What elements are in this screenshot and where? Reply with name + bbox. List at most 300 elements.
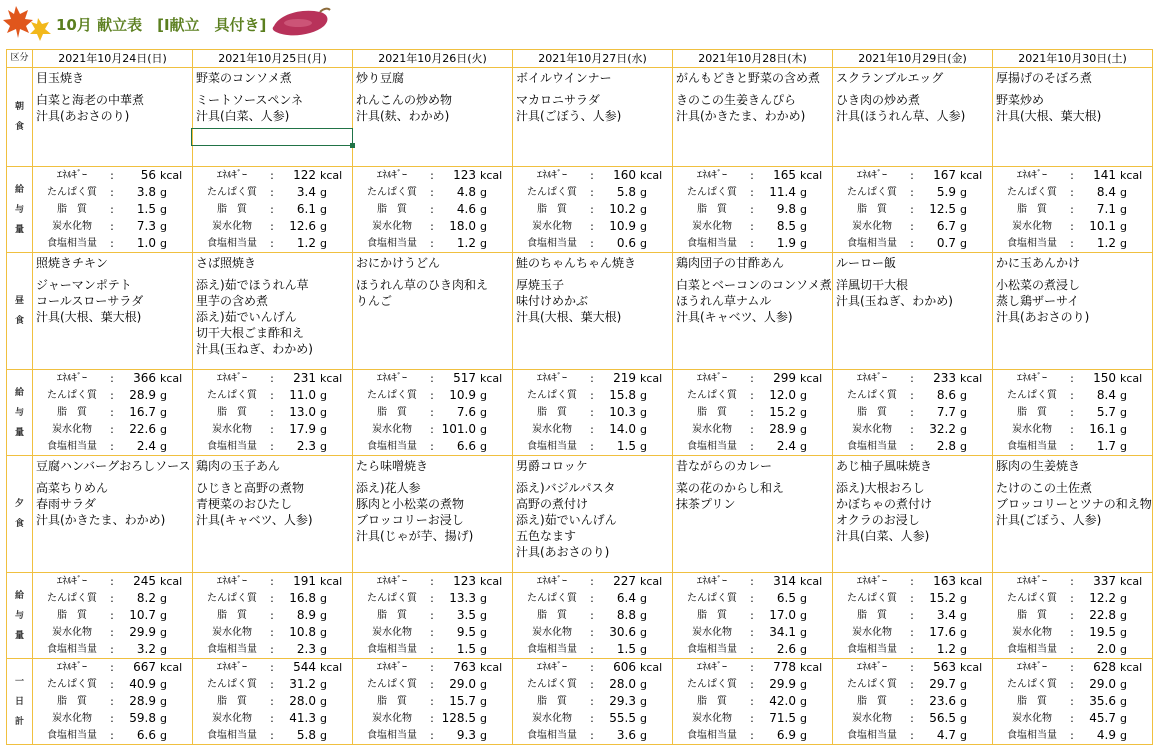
nutrient-unit: g: [800, 712, 807, 725]
side-dish: ほうれん草のひき肉和え: [356, 278, 489, 292]
nutrient-unit: g: [640, 237, 647, 250]
nutrient-label: 脂 質: [217, 610, 247, 621]
nutrient-label: 脂 質: [1017, 204, 1047, 215]
nutrient-unit: kcal: [640, 575, 663, 588]
nutrient-unit: g: [640, 678, 647, 691]
nutrient-row: [357, 624, 508, 641]
nutrient-value: 10.9: [609, 219, 636, 233]
nutrient-cell: [33, 167, 193, 253]
nutrient-row: [357, 218, 508, 235]
colon: :: [590, 643, 594, 656]
colon: :: [430, 372, 434, 385]
nutrient-label: たんぱく質: [367, 593, 417, 604]
nutrient-label: 脂 質: [857, 407, 887, 418]
nutrient-unit: kcal: [960, 575, 983, 588]
nutrient-unit: g: [960, 609, 967, 622]
main-dish: ルーロー飯: [836, 256, 897, 270]
nutrient-cell: [833, 370, 993, 456]
nutrient-unit: g: [480, 643, 487, 656]
colon: :: [1070, 169, 1074, 182]
page-title: 10月 献立表 [Ⅰ献立 具付き]: [56, 16, 267, 34]
nutrient-value: 2.3: [296, 642, 316, 656]
nutrient-unit: g: [480, 440, 487, 453]
colon: :: [110, 169, 114, 182]
colon: :: [910, 423, 914, 436]
colon: :: [590, 661, 594, 674]
nutrient-value: 18.0: [449, 219, 476, 233]
nutrient-row: [37, 370, 188, 387]
nutrient-label: ｴﾈﾙｷﾞｰ: [377, 576, 407, 587]
nutrient-row: [517, 235, 668, 252]
nutrient-label: 脂 質: [857, 696, 887, 707]
colon: :: [590, 729, 594, 742]
nutrient-label: 食塩相当量: [527, 441, 577, 452]
colon: :: [910, 729, 914, 742]
main-dish: 鶏肉団子の甘酢あん: [676, 256, 785, 270]
nutrient-label: 脂 質: [377, 407, 407, 418]
nutrient-row: [517, 184, 668, 201]
nutrient-label: ｴﾈﾙｷﾞｰ: [697, 170, 727, 181]
side-dish: りんご: [356, 294, 393, 308]
main-dish: がんもどきと野菜の含め煮: [676, 71, 821, 85]
colon: :: [270, 712, 274, 725]
date-header-4: 2021年10月28日(木): [673, 50, 833, 68]
nutrient-row: [517, 693, 668, 710]
side-dish: 菜の花のからし和え: [676, 481, 785, 495]
nutrient-value: 8.4: [1096, 388, 1116, 402]
nutrient-unit: g: [640, 220, 647, 233]
dish-cell[interactable]: [513, 68, 673, 167]
nutrient-row: [997, 641, 1148, 658]
nutrient-row: [837, 421, 988, 438]
nutrient-value: 16.8: [289, 591, 316, 605]
dish-cell[interactable]: [673, 456, 833, 573]
nutrient-value: 55.5: [609, 711, 636, 725]
nutrient-unit: g: [160, 186, 167, 199]
nutrient-row: [997, 235, 1148, 252]
page-header: [0, 0, 1159, 44]
main-dish: ボイルウインナー: [516, 71, 612, 85]
colon: :: [430, 712, 434, 725]
nutrient-label: 食塩相当量: [527, 644, 577, 655]
nutrient-value: 28.9: [129, 388, 156, 402]
nutrient-label: ｴﾈﾙｷﾞｰ: [377, 170, 407, 181]
dish-cell[interactable]: [33, 68, 193, 167]
side-dish: 小松菜の煮浸し: [996, 278, 1081, 292]
nutrient-unit: g: [640, 609, 647, 622]
nutrient-label: 炭水化物: [532, 713, 572, 724]
nutrient-label: 炭水化物: [692, 713, 732, 724]
nutrient-label: ｴﾈﾙｷﾞｰ: [57, 170, 87, 181]
side-dish: 添え)茹でいんげん: [516, 513, 617, 527]
nutrient-value: 0.7: [936, 236, 956, 250]
nutrient-value: 219: [613, 371, 636, 385]
nutrient-label: 炭水化物: [372, 713, 412, 724]
colon: :: [750, 237, 754, 250]
nutrient-row: [677, 167, 828, 184]
nutrient-unit: g: [640, 406, 647, 419]
dish-cell[interactable]: [33, 253, 193, 370]
nutrient-value: 15.2: [929, 591, 956, 605]
nutrient-value: 16.1: [1089, 422, 1116, 436]
colon: :: [110, 575, 114, 588]
main-dish: 厚揚げのそぼろ煮: [996, 71, 1093, 85]
daily-total-cell: [513, 659, 673, 745]
nutrient-row: [357, 676, 508, 693]
colon: :: [270, 609, 274, 622]
nutrient-unit: kcal: [1120, 372, 1143, 385]
nutrient-value: 4.8: [456, 185, 476, 199]
nutrient-unit: g: [960, 729, 967, 742]
label-char: 夕: [14, 499, 24, 509]
nutrient-label: ｴﾈﾙｷﾞｰ: [1017, 576, 1047, 587]
colon: :: [1070, 237, 1074, 250]
side-dish: 添え)茹でいんげん: [196, 310, 297, 324]
cell-selection-box[interactable]: [191, 128, 353, 146]
nutrient-label: 炭水化物: [372, 627, 412, 638]
dish-cell[interactable]: [513, 456, 673, 573]
colon: :: [430, 423, 434, 436]
nutrient-label: 食塩相当量: [527, 238, 577, 249]
label-char: 量: [14, 630, 24, 641]
nutrient-value: 30.6: [609, 625, 636, 639]
nutrient-value: 15.8: [609, 388, 636, 402]
nutrient-row: [197, 387, 348, 404]
dish-cell[interactable]: [833, 68, 993, 167]
side-dish: 汁具(キャベツ、人参): [196, 513, 313, 527]
nutrient-value: 8.4: [1096, 185, 1116, 199]
colon: :: [110, 592, 114, 605]
colon: :: [910, 609, 914, 622]
colon: :: [430, 440, 434, 453]
colon: :: [750, 712, 754, 725]
nutrient-row: [677, 438, 828, 455]
nutrient-unit: g: [1120, 220, 1127, 233]
colon: :: [750, 643, 754, 656]
nutrient-unit: g: [800, 643, 807, 656]
nutrient-row: [677, 590, 828, 607]
colon: :: [910, 440, 914, 453]
side-dish: 汁具(あおさのり): [36, 109, 130, 123]
side-dish: 五色なます: [516, 529, 577, 543]
nutrient-label: 炭水化物: [372, 424, 412, 435]
nutrient-value: 5.8: [296, 728, 316, 742]
nutrient-value: 160: [613, 168, 636, 182]
nutrient-label: 食塩相当量: [687, 238, 737, 249]
dish-cell[interactable]: [353, 253, 513, 370]
nutrient-value: 3.5: [456, 608, 476, 622]
nutrient-value: 35.6: [1089, 694, 1116, 708]
nutrient-row: [197, 590, 348, 607]
nutrient-row: [357, 710, 508, 727]
nutrient-value: 2.4: [776, 439, 796, 453]
nutrient-unit: g: [960, 643, 967, 656]
colon: :: [1070, 186, 1074, 199]
dish-cell[interactable]: [833, 456, 993, 573]
colon: :: [430, 186, 434, 199]
nutrient-label: 炭水化物: [372, 221, 412, 232]
nutrient-unit: g: [960, 626, 967, 639]
date-header-row: [7, 50, 1153, 68]
side-dish: 白菜と海老の中華煮: [36, 93, 145, 107]
colon: :: [590, 237, 594, 250]
main-dish: たら味噌焼き: [356, 459, 429, 473]
label-char: 日: [14, 696, 24, 707]
colon: :: [750, 389, 754, 402]
nutrient-label: たんぱく質: [527, 187, 577, 198]
dish-cell[interactable]: [33, 456, 193, 573]
nutrient-row: [357, 167, 508, 184]
nutrient-label: 炭水化物: [852, 713, 892, 724]
nutrient-cell: [513, 370, 673, 456]
nutrient-row: [357, 404, 508, 421]
label-char: 食: [14, 519, 24, 529]
nutrient-value: 10.9: [449, 388, 476, 402]
nutrient-unit: kcal: [960, 169, 983, 182]
colon: :: [590, 678, 594, 691]
dish-cell[interactable]: [513, 253, 673, 370]
nutrient-value: 606: [613, 660, 636, 674]
nutrient-value: 12.0: [769, 388, 796, 402]
nutrient-value: 245: [133, 574, 156, 588]
nutrient-value: 12.2: [1089, 591, 1116, 605]
nutrient-label: たんぱく質: [47, 679, 97, 690]
colon: :: [1070, 406, 1074, 419]
nutrient-unit: g: [800, 678, 807, 691]
nutrient-row: [37, 218, 188, 235]
nutrient-unit: g: [960, 220, 967, 233]
nutrient-label: 炭水化物: [852, 424, 892, 435]
nutrient-unit: g: [640, 423, 647, 436]
nutrient-value: 71.5: [769, 711, 796, 725]
nutrient-value: 667: [133, 660, 156, 674]
nutrient-row: [837, 659, 988, 676]
nutrient-value: 14.0: [609, 422, 636, 436]
nutrient-value: 28.9: [769, 422, 796, 436]
colon: :: [430, 169, 434, 182]
nutrient-label: 食塩相当量: [207, 441, 257, 452]
side-dish: 汁具(玉ねぎ、わかめ): [196, 342, 313, 356]
colon: :: [270, 186, 274, 199]
dish-cell[interactable]: [193, 68, 353, 167]
nutrient-row: [997, 659, 1148, 676]
dish-cell[interactable]: [193, 253, 353, 370]
side-dish: 厚焼玉子: [516, 278, 565, 292]
nutrient-value: 56: [140, 168, 156, 182]
colon: :: [750, 609, 754, 622]
nutrient-row: [357, 641, 508, 658]
nutrient-row: [677, 676, 828, 693]
nutrient-value: 12.6: [289, 219, 316, 233]
daily-total-cell: [353, 659, 513, 745]
colon: :: [910, 712, 914, 725]
nutrient-unit: g: [1120, 712, 1127, 725]
nutrient-row: [837, 201, 988, 218]
nutrient-unit: g: [1120, 592, 1127, 605]
nutrient-label: ｴﾈﾙｷﾞｰ: [697, 576, 727, 587]
nutrient-label: たんぱく質: [207, 679, 257, 690]
side-dish: オクラのお浸し: [836, 513, 920, 527]
nutrient-unit: g: [160, 609, 167, 622]
nutrient-row: [997, 693, 1148, 710]
nutrient-label: 食塩相当量: [687, 441, 737, 452]
nutrient-value: 3.8: [136, 185, 156, 199]
dish-cell[interactable]: [193, 456, 353, 573]
dish-cell[interactable]: [673, 68, 833, 167]
nutrient-value: 8.9: [296, 608, 316, 622]
nutrient-row: [997, 676, 1148, 693]
nutrient-row: [357, 201, 508, 218]
nutrient-unit: g: [960, 186, 967, 199]
colon: :: [270, 661, 274, 674]
nutrient-label: 食塩相当量: [367, 644, 417, 655]
colon: :: [1070, 440, 1074, 453]
nutrient-unit: kcal: [480, 169, 503, 182]
nutrient-row: [677, 693, 828, 710]
colon: :: [750, 626, 754, 639]
nutrient-unit: kcal: [960, 372, 983, 385]
nutrient-unit: g: [160, 712, 167, 725]
nutrient-value: 17.9: [289, 422, 316, 436]
nutrient-cell: [33, 370, 193, 456]
side-dish: 味付けめかぶ: [516, 294, 589, 308]
sweet-potato-icon: [268, 6, 332, 38]
supply-label: [7, 370, 33, 456]
date-header-6: 2021年10月30日(土): [993, 50, 1153, 68]
side-dish: かぼちゃの煮付け: [836, 497, 933, 511]
nutrient-row: [517, 659, 668, 676]
nutrient-value: 231: [293, 371, 316, 385]
colon: :: [110, 609, 114, 622]
nutrient-value: 17.0: [769, 608, 796, 622]
label-char: 量: [14, 224, 24, 235]
nutrient-row: [37, 641, 188, 658]
nutrient-value: 29.9: [769, 677, 796, 691]
colon: :: [270, 643, 274, 656]
nutrient-unit: g: [1120, 406, 1127, 419]
colon: :: [430, 661, 434, 674]
colon: :: [590, 575, 594, 588]
nutrient-label: 炭水化物: [52, 627, 92, 638]
nutrient-value: 29.3: [609, 694, 636, 708]
dish-cell[interactable]: [993, 456, 1153, 573]
nutrient-value: 163: [933, 574, 956, 588]
side-dish: ブロッコリーお浸し: [356, 513, 464, 527]
nutrient-unit: g: [160, 695, 167, 708]
colon: :: [110, 695, 114, 708]
nutrient-row: [357, 235, 508, 252]
nutrient-row: [197, 659, 348, 676]
dish-cell[interactable]: [993, 68, 1153, 167]
nutrient-label: 脂 質: [377, 610, 407, 621]
nutrient-unit: g: [800, 592, 807, 605]
daily-total-row: [7, 659, 1153, 745]
nutrient-label: 炭水化物: [532, 627, 572, 638]
nutrient-row: [837, 573, 988, 590]
dish-cell[interactable]: [993, 253, 1153, 370]
nutrient-unit: g: [160, 203, 167, 216]
colon: :: [430, 609, 434, 622]
nutrient-unit: g: [1120, 440, 1127, 453]
nutrient-label: 食塩相当量: [687, 644, 737, 655]
nutrient-label: 炭水化物: [692, 627, 732, 638]
nutrient-unit: g: [480, 626, 487, 639]
nutrient-unit: g: [640, 592, 647, 605]
colon: :: [910, 626, 914, 639]
nutrient-label: ｴﾈﾙｷﾞｰ: [537, 170, 567, 181]
nutrient-value: 17.6: [929, 625, 956, 639]
nutrient-label: 脂 質: [697, 696, 727, 707]
colon: :: [750, 186, 754, 199]
colon: :: [590, 423, 594, 436]
nutrient-unit: g: [640, 626, 647, 639]
nutrient-label: ｴﾈﾙｷﾞｰ: [217, 373, 247, 384]
dish-cell[interactable]: [833, 253, 993, 370]
colon: :: [110, 220, 114, 233]
nutrient-cell: [353, 167, 513, 253]
dish-cell[interactable]: [673, 253, 833, 370]
colon: :: [1070, 712, 1074, 725]
nutrient-value: 4.9: [1096, 728, 1116, 742]
nutrient-row: [357, 421, 508, 438]
nutrient-unit: g: [320, 729, 327, 742]
nutrient-unit: kcal: [800, 169, 823, 182]
nutrient-value: 32.2: [929, 422, 956, 436]
label-char: 与: [14, 407, 24, 418]
nutrient-value: 122: [293, 168, 316, 182]
colon: :: [430, 643, 434, 656]
nutrient-label: たんぱく質: [847, 390, 897, 401]
nutrient-value: 6.6: [136, 728, 156, 742]
nutrient-label: 脂 質: [217, 204, 247, 215]
colon: :: [590, 440, 594, 453]
label-char: 給: [14, 387, 24, 398]
nutrient-label: 脂 質: [377, 696, 407, 707]
nutrient-label: 炭水化物: [212, 424, 252, 435]
side-dish: コールスローサラダ: [36, 294, 144, 308]
nutrient-label: 脂 質: [57, 204, 87, 215]
colon: :: [110, 406, 114, 419]
nutrient-label: たんぱく質: [527, 593, 577, 604]
colon: :: [750, 220, 754, 233]
nutrient-value: 28.9: [129, 694, 156, 708]
nutrient-unit: g: [800, 729, 807, 742]
nutrient-row: [197, 727, 348, 744]
nutrient-label: たんぱく質: [47, 390, 97, 401]
nutrient-row: [677, 641, 828, 658]
nutrient-label: 脂 質: [217, 696, 247, 707]
nutrient-value: 13.0: [289, 405, 316, 419]
nutrient-value: 6.6: [456, 439, 476, 453]
meal-dish-row: [7, 253, 1153, 370]
nutrient-row: [517, 590, 668, 607]
dish-cell[interactable]: [353, 68, 513, 167]
colon: :: [750, 169, 754, 182]
nutrient-unit: g: [320, 220, 327, 233]
nutrient-label: たんぱく質: [207, 187, 257, 198]
nutrient-unit: kcal: [160, 169, 183, 182]
nutrient-row: [197, 167, 348, 184]
nutrient-value: 1.9: [776, 236, 796, 250]
nutrient-unit: g: [320, 186, 327, 199]
main-dish: 昔ながらのカレー: [676, 459, 773, 473]
nutrient-label: 食塩相当量: [1007, 238, 1057, 249]
dish-cell[interactable]: [353, 456, 513, 573]
nutrient-value: 150: [1093, 371, 1116, 385]
nutrient-unit: g: [480, 609, 487, 622]
nutrient-value: 2.8: [936, 439, 956, 453]
nutrient-unit: kcal: [960, 661, 983, 674]
